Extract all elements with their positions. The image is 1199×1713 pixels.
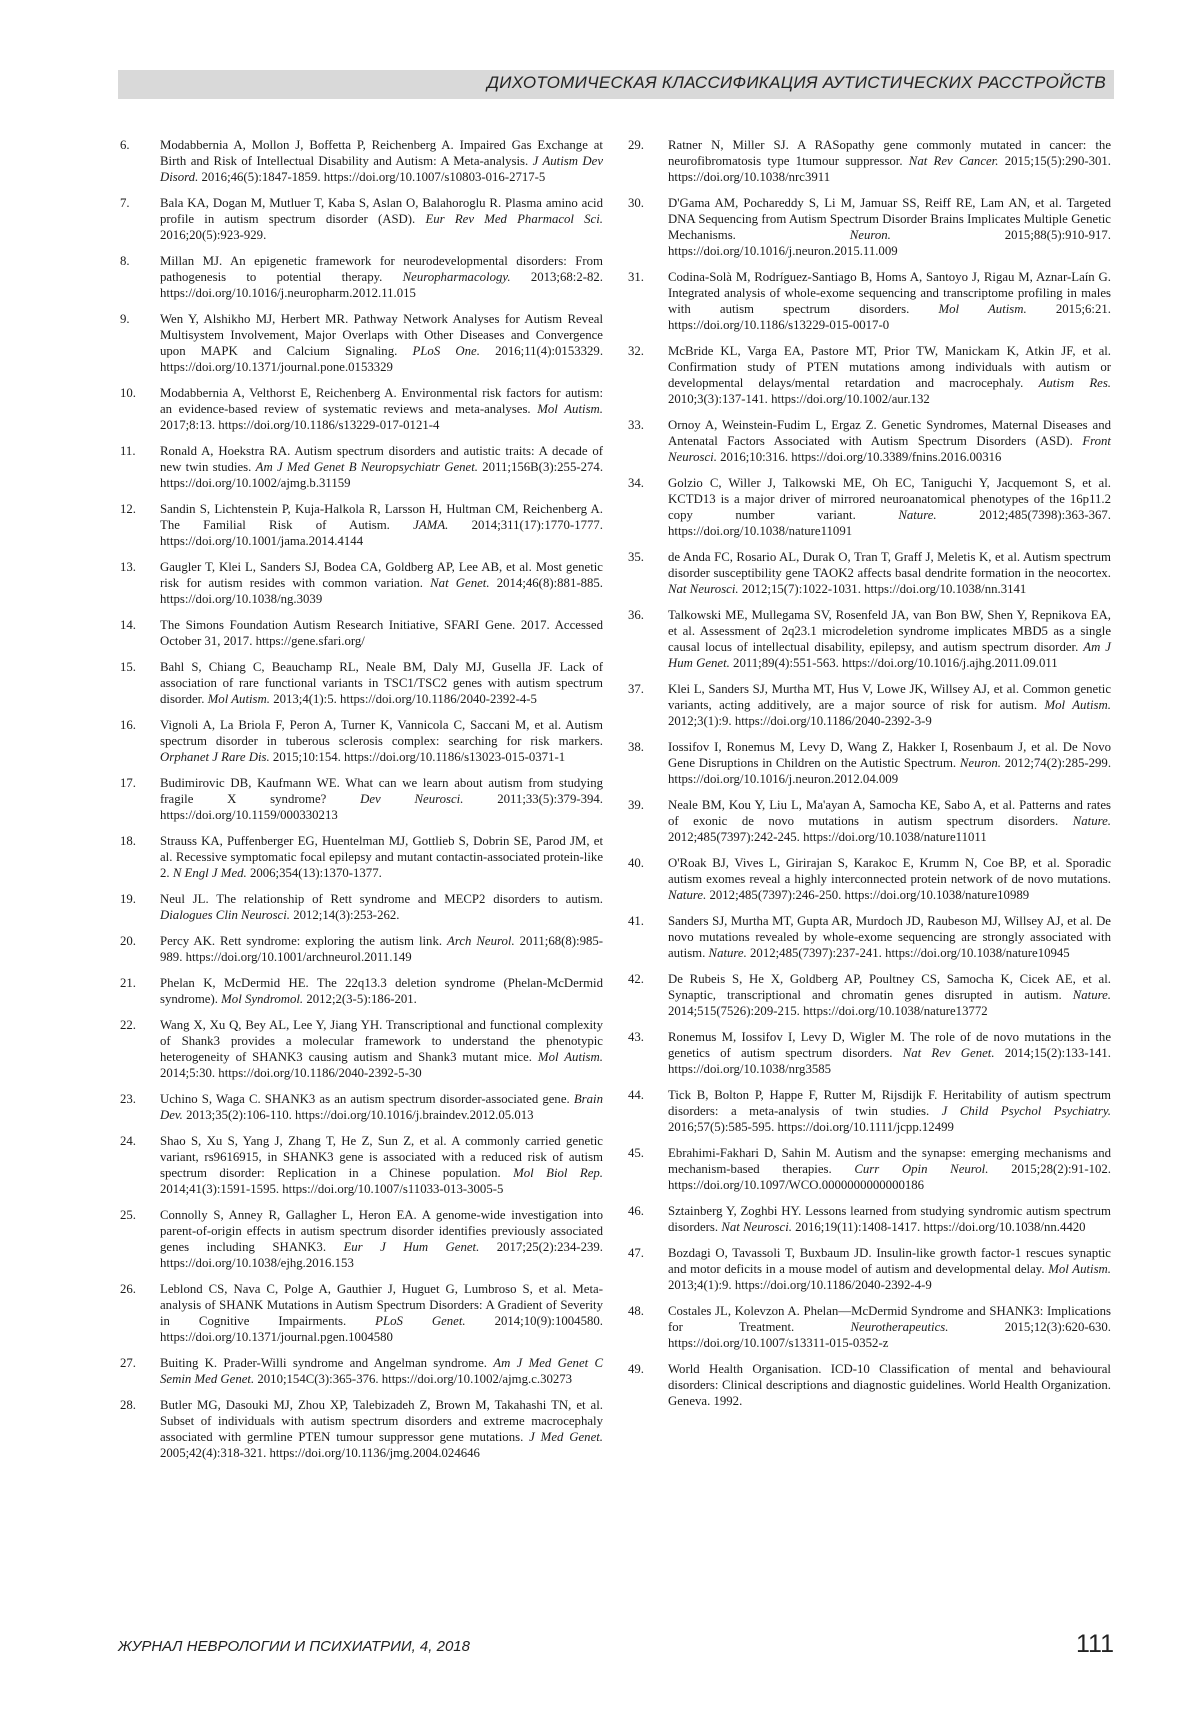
reference-item [120,385,603,433]
reference-item [628,1361,1111,1409]
reference-details: 2014;46(8):881-885. https://doi.org/10.1038/ng.3039 [160,576,604,606]
reference-text [668,475,1111,539]
reference-number: 34. [628,476,644,490]
reference-item [628,1245,1111,1293]
reference-item [120,559,603,607]
reference-item [628,549,1111,597]
reference-details: 2012;3(1):9. https://doi.org/10.1186/2040-2392-3-9 [668,714,932,728]
reference-journal: PLoS Genet. [375,1314,466,1328]
reference-number: 49. [628,1362,644,1376]
reference-text [668,971,1111,1019]
reference-citation: World Health Organisation. ICD-10 Classification of mental and behavioural disorders: Clinical descriptions and diagnostic guidelines. World Health Organization. Geneva. 1992. [668,1362,1111,1408]
reference-text [160,775,603,823]
reference-text [668,269,1111,333]
reference-item [120,833,603,881]
reference-citation: Tick B, Bolton P, Happe F, Rutter M, Rijsdijk F. Heritability of autism spectrum disorders: a meta-analysis of twin studies. [668,1088,1111,1118]
reference-details: 2016;11(4):0153329. https://doi.org/10.1371/journal.pone.0153329 [160,344,604,374]
reference-details: 2014;5:30. https://doi.org/10.1186/2040-2392-5-30 [160,1066,422,1080]
reference-journal: Mol Autism. [938,302,1027,316]
reference-item [628,1087,1111,1135]
reference-number: 18. [120,834,136,848]
reference-text [668,1145,1111,1193]
reference-text [160,617,603,649]
reference-journal: Neuron. [959,756,1001,770]
reference-citation: Sanders SJ, Murtha MT, Gupta AR, Murdoch JD, Raubeson MJ, Willsey AJ, et al. De novo mutations revealed by whole-exome sequencing are strongly associated with autism. [668,914,1111,960]
reference-journal: Brain Dev. [160,1092,603,1122]
reference-number: 30. [628,196,644,210]
reference-number: 48. [628,1304,644,1318]
reference-journal: Nature. [898,508,937,522]
reference-details: 2012;485(7398):363-367. https://doi.org/10.1038/nature11091 [668,508,1112,538]
reference-text [160,195,603,243]
reference-citation: Ratner N, Miller SJ. A RASopathy gene commonly mutated in cancer: the neurofibromatosis type 1tumour suppressor. [668,138,1111,168]
reference-journal: Dev Neurosci. [360,792,464,806]
reference-journal: Autism Res. [1038,376,1112,390]
reference-number: 27. [120,1356,136,1370]
reference-number: 46. [628,1204,644,1218]
reference-journal: Nature. [708,946,747,960]
reference-text [668,913,1111,961]
reference-citation: Neale BM, Kou Y, Liu L, Ma'ayan A, Samocha KE, Sabo A, et al. Patterns and rates of exonic de novo mutations in autism spectrum disorders. [668,798,1111,828]
reference-text [160,559,603,607]
reference-details: 2012;485(7397):237-241. https://doi.org/10.1038/nature10945 [750,946,1070,960]
reference-details: 2014;311(17):1770-1777. https://doi.org/10.1001/jama.2014.4144 [160,518,604,548]
reference-citation: O'Roak BJ, Vives L, Girirajan S, Karakoc E, Krumm N, Coe BP, et al. Sporadic autism exomes reveal a highly interconnected protein network of de novo mutations. [668,856,1111,886]
reference-item [628,1203,1111,1235]
reference-citation: Bala KA, Dogan M, Mutluer T, Kaba S, Aslan O, Balahoroglu R. Plasma amino acid profile in autism spectrum disorder (ASD). [160,196,603,226]
reference-item [628,855,1111,903]
reference-item [120,891,603,923]
reference-item [120,253,603,301]
reference-number: 7. [120,196,130,210]
reference-journal: Nature. [1072,814,1112,828]
reference-journal: Mol Autism. [537,402,603,416]
reference-details: 2012;74(2):285-299. https://doi.org/10.1016/j.neuron.2012.04.009 [668,756,1112,786]
reference-number: 9. [120,312,130,326]
reference-details: 2016;20(5):923-929. [160,228,267,242]
reference-item [120,195,603,243]
reference-details: 2012;15(7):1022-1031. https://doi.org/10.1038/nn.3141 [741,582,1027,596]
reference-text [160,1207,603,1271]
reference-journal: Am J Hum Genet. [668,640,1111,670]
reference-item [628,971,1111,1019]
reference-text [668,343,1111,407]
reference-journal: PLoS One. [412,344,480,358]
reference-journal: Mol Autism. [537,1050,603,1064]
reference-number: 33. [628,418,644,432]
reference-item [628,475,1111,539]
reference-details: 2017;25(2):234-239. https://doi.org/10.1038/ejhg.2016.153 [160,1240,603,1270]
reference-text [668,681,1111,729]
reference-number: 16. [120,718,136,732]
reference-number: 19. [120,892,136,906]
reference-citation: Modabbernia A, Mollon J, Boffetta P, Reichenberg A. Impaired Gas Exchange at Birth and Risk of Intellectual Disability and Autism: A Meta-analysis. [160,138,603,168]
reference-item [120,443,603,491]
reference-text [668,797,1111,845]
reference-number: 6. [120,138,130,152]
reference-citation: Bahl S, Chiang C, Beauchamp RL, Neale BM, Daly MJ, Gusella JF. Lack of association of rare functional variants in TSC1/TSC2 genes with autism spectrum disorder. [160,660,603,706]
reference-details: 2013;35(2):106-110. https://doi.org/10.1016/j.braindev.2012.05.013 [186,1108,534,1122]
reference-citation: Talkowski ME, Mullegama SV, Rosenfeld JA, van Bon BW, Shen Y, Repnikova EA, et al. Assessment of 2q23.1 microdeletion syndrome implicates MBD5 as a single causal locus of intellectual disability, epilepsy, and autism spectrum disorder. [668,608,1111,654]
reference-details: 2015;88(5):910-917. https://doi.org/10.1016/j.neuron.2015.11.009 [668,228,1112,258]
reference-citation: Ebrahimi-Fakhari D, Sahin M. Autism and the synapse: emerging mechanisms and mechanism-based therapies. [668,1146,1111,1176]
reference-item [628,195,1111,259]
reference-journal: Neuron. [849,228,891,242]
reference-details: 2014;15(2):133-141. https://doi.org/10.1038/nrg3585 [668,1046,1112,1076]
reference-number: 44. [628,1088,644,1102]
reference-journal: Dialogues Clin Neurosci. [160,908,290,922]
reference-text [160,933,603,965]
reference-number: 36. [628,608,644,622]
reference-journal: Orphanet J Rare Dis. [160,750,270,764]
reference-item [628,343,1111,407]
reference-number: 17. [120,776,136,790]
reference-details: 2015;15(5):290-301. https://doi.org/10.1038/nrc3911 [668,154,1111,184]
reference-citation: Neul JL. The relationship of Rett syndrome and MECP2 disorders to autism. [160,892,603,906]
reference-number: 10. [120,386,136,400]
reference-text [160,833,603,881]
reference-item [120,975,603,1007]
reference-journal: Nat Rev Cancer. [908,154,999,168]
reference-journal: J Med Genet. [529,1430,604,1444]
reference-citation: Leblond CS, Nava C, Polge A, Gauthier J, Huguet G, Lumbroso S, et al. Meta-analysis of SHANK Mutations in Autism Spectrum Disorders: A Gradient of Severity in Cognitive Impairments. [160,1282,603,1328]
reference-journal: Mol Autism. [207,692,270,706]
reference-citation: Klei L, Sanders SJ, Murtha MT, Hus V, Lowe JK, Willsey AJ, et al. Common genetic variants, acting additively, are a major source of risk for autism. [668,682,1111,712]
references-left-column [120,137,603,1471]
reference-citation: Bozdagi O, Tavassoli T, Buxbaum JD. Insulin-like growth factor-1 rescues synaptic and motor deficits in a mouse model of autism and developmental delay. [668,1246,1111,1276]
reference-number: 38. [628,740,644,754]
reference-number: 13. [120,560,136,574]
reference-details: 2016;19(11):1408-1417. https://doi.org/10.1038/nn.4420 [795,1220,1086,1234]
reference-details: 2016;46(5):1847-1859. https://doi.org/10.1007/s10803-016-2717-5 [201,170,546,184]
reference-journal: Neurotherapeutics. [850,1320,949,1334]
reference-number: 23. [120,1092,136,1106]
reference-number: 20. [120,934,136,948]
reference-item [628,797,1111,845]
reference-details: 2011;89(4):551-563. https://doi.org/10.1016/j.ajhg.2011.09.011 [733,656,1058,670]
reference-details: 2013;4(1):5. https://doi.org/10.1186/2040-2392-4-5 [273,692,537,706]
reference-journal: Am J Med Genet B Neuropsychiatr Genet. [255,460,478,474]
reference-text [668,1203,1111,1235]
reference-text [160,385,603,433]
reference-number: 45. [628,1146,644,1160]
running-header [118,70,1114,99]
reference-item [120,617,603,649]
page-number: 111 [1075,1630,1114,1658]
reference-item [120,933,603,965]
reference-number: 42. [628,972,644,986]
reference-item [628,739,1111,787]
reference-item [628,681,1111,729]
reference-details: 2015;10:154. https://doi.org/10.1186/s13023-015-0371-1 [272,750,566,764]
reference-details: 2015;12(3):620-630. https://doi.org/10.1007/s13311-015-0352-z [668,1320,1111,1350]
reference-citation: Golzio C, Willer J, Talkowski ME, Oh EC, Taniguchi Y, Jacquemont S, et al. KCTD13 is a major driver of mirrored neuroanatomical phenotypes of the 16p11.2 copy number variant. [668,476,1111,522]
reference-number: 11. [120,444,136,458]
reference-citation: Connolly S, Anney R, Gallagher L, Heron EA. A genome-wide investigation into parent-of-origin effects in autism spectrum disorder identifies previously associated genes including SHANK3. [160,1208,603,1254]
reference-text [160,659,603,707]
reference-journal: Nat Neurosci. [721,1220,792,1234]
reference-number: 25. [120,1208,136,1222]
reference-citation: Wen Y, Alshikho MJ, Herbert MR. Pathway Network Analyses for Autism Reveal Multisystem Involvement, Major Overlaps with Other Diseases and Convergence upon MAPK and Calcium Signaling. [160,312,603,358]
reference-details: 2010;154C(3):365-376. https://doi.org/10.1002/ajmg.c.30273 [257,1372,573,1386]
reference-text [160,975,603,1007]
reference-item [120,501,603,549]
reference-text [160,137,603,185]
reference-item [628,1145,1111,1193]
reference-details: 2016;57(5):585-595. https://doi.org/10.1111/jcpp.12499 [668,1120,954,1134]
reference-item [120,775,603,823]
reference-citation: Ronald A, Hoekstra RA. Autism spectrum disorders and autistic traits: A decade of new twin studies. [160,444,603,474]
reference-item [120,1017,603,1081]
reference-citation: Percy AK. Rett syndrome: exploring the autism link. [160,934,443,948]
running-header-title: ДИХОТОМИЧЕСКАЯ КЛАССИФИКАЦИЯ АУТИСТИЧЕСКИХ РАССТРОЙСТВ [487,73,1106,92]
reference-number: 26. [120,1282,136,1296]
reference-number: 14. [120,618,136,632]
reference-item [120,1091,603,1123]
reference-journal: Neuropharmacology. [402,270,511,284]
reference-text [668,417,1111,465]
reference-text [160,501,603,549]
reference-item [120,1397,603,1461]
reference-item [628,913,1111,961]
reference-text [160,1281,603,1345]
reference-citation: Sztainberg Y, Zoghbi HY. Lessons learned from studying syndromic autism spectrum disorders. [668,1204,1111,1234]
reference-text [668,1029,1111,1077]
reference-text [668,1245,1111,1293]
reference-text [668,855,1111,903]
reference-journal: Nat Rev Genet. [902,1046,995,1060]
reference-citation: Vignoli A, La Briola F, Peron A, Turner K, Vannicola C, Saccani M, et al. Autism spectrum disorder in tuberous sclerosis complex: searching for risk markers. [160,718,603,748]
reference-citation: De Rubeis S, He X, Goldberg AP, Poultney CS, Samocha K, Cicek AE, et al. Synaptic, transcriptional and chromatin genes disrupted in autism. [668,972,1111,1002]
reference-journal: Mol Syndromol. [221,992,304,1006]
reference-number: 39. [628,798,644,812]
reference-details: 2015;6:21. https://doi.org/10.1186/s13229-015-0017-0 [668,302,1111,332]
reference-citation: Gaugler T, Klei L, Sanders SJ, Bodea CA, Goldberg AP, Lee AB, et al. Most genetic risk for autism resides with common variation. [160,560,603,590]
reference-text [160,1017,603,1081]
reference-citation: Ornoy A, Weinstein-Fudim L, Ergaz Z. Genetic Syndromes, Maternal Diseases and Antenatal Factors Associated with Autism Spectrum Disorders (ASD). [668,418,1111,448]
reference-item [120,1207,603,1271]
reference-citation: Costales JL, Kolevzon A. Phelan—McDermid Syndrome and SHANK3: Implications for Treatment. [668,1304,1111,1334]
reference-citation: Strauss KA, Puffenberger EG, Huentelman MJ, Gottlieb S, Dobrin SE, Parod JM, et al. Recessive symptomatic focal epilepsy and mutant contactin-associated protein-like 2. [160,834,603,880]
reference-item [628,137,1111,185]
reference-journal: Nature. [668,888,707,902]
reference-item [120,1355,603,1387]
reference-citation: McBride KL, Varga EA, Pastore MT, Prior TW, Manickam K, Atkin JF, et al. Confirmation study of PTEN mutations among individuals with autism or developmental delays/mental retardation and macrocephaly. [668,344,1111,390]
reference-item [120,137,603,185]
reference-item [628,1029,1111,1077]
reference-details: 2012;2(3-5):186-201. [306,992,417,1006]
reference-details: 2012;485(7397):242-245. https://doi.org/10.1038/nature11011 [668,830,987,844]
reference-details: 2010;3(3):137-141. https://doi.org/10.1002/aur.132 [668,392,930,406]
reference-citation: Millan MJ. An epigenetic framework for neurodevelopmental disorders: From pathogenesis to potential therapy. [160,254,603,284]
reference-citation: Sandin S, Lichtenstein P, Kuja-Halkola R, Larsson H, Hultman CM, Reichenberg A. The Familial Risk of Autism. [160,502,603,532]
reference-details: 2012;14(3):253-262. [293,908,400,922]
reference-citation: Shao S, Xu S, Yang J, Zhang T, He Z, Sun Z, et al. A commonly carried genetic variant, rs9616915, in SHANK3 gene is associated with a reduced risk of autism spectrum disorder: Replication in a Chinese population. [160,1134,603,1180]
reference-journal: Eur Rev Med Pharmacol Sci. [425,212,603,226]
reference-journal: Nat Neurosci. [668,582,739,596]
reference-text [668,1087,1111,1135]
reference-number: 21. [120,976,136,990]
reference-citation: Uchino S, Waga C. SHANK3 as an autism spectrum disorder-associated gene. [160,1092,570,1106]
reference-details: 2005;42(4):318-321. https://doi.org/10.1136/jmg.2004.024646 [160,1446,480,1460]
reference-details: 2011;68(8):985-989. https://doi.org/10.1001/archneurol.2011.149 [160,934,604,964]
reference-citation: Iossifov I, Ronemus M, Levy D, Wang Z, Hakker I, Rosenbaum J, et al. De Novo Gene Disruptions in Children on the Autistic Spectrum. [668,740,1111,770]
reference-citation: Codina-Solà M, Rodríguez-Santiago B, Homs A, Santoyo J, Rigau M, Aznar-Laín G. Integrated analysis of whole-exome sequencing and transcriptome profiling in males with autism spectrum disorders. [668,270,1111,316]
reference-journal: Mol Autism. [1044,698,1111,712]
reference-text [668,739,1111,787]
reference-citation: D'Gama AM, Pochareddy S, Li M, Jamuar SS, Reiff RE, Lam AN, et al. Targeted DNA Sequencing from Autism Spectrum Disorder Brains Implicates Multiple Genetic Mechanisms. [668,196,1111,242]
references-right-column [628,137,1111,1419]
footer-journal-name: ЖУРНАЛ НЕВРОЛОГИИ И ПСИХИАТРИИ, 4, 2018 [118,1638,470,1655]
reference-item [628,269,1111,333]
reference-journal: Am J Med Genet C Semin Med Genet. [160,1356,604,1386]
reference-text [160,1397,603,1461]
reference-journal: J Autism Dev Disord. [160,154,603,184]
reference-details: 2016;10:316. https://doi.org/10.3389/fnins.2016.00316 [720,450,1002,464]
reference-journal: Mol Autism. [1048,1262,1111,1276]
reference-details: 2011;33(5):379-394. https://doi.org/10.1159/000330213 [160,792,604,822]
reference-details: 2014;41(3):1591-1595. https://doi.org/10.1007/s11033-013-3005-5 [160,1182,504,1196]
reference-details: 2006;354(13):1370-1377. [249,866,382,880]
reference-item [120,311,603,375]
reference-citation: Ronemus M, Iossifov I, Levy D, Wigler M. The role of de novo mutations in the genetics of autism spectrum disorders. [668,1030,1111,1060]
reference-number: 37. [628,682,644,696]
reference-number: 24. [120,1134,136,1148]
reference-text [160,253,603,301]
reference-details: 2013;4(1):9. https://doi.org/10.1186/2040-2392-4-9 [668,1278,932,1292]
reference-number: 31. [628,270,644,284]
reference-text [668,549,1111,597]
reference-journal: Nat Genet. [430,576,490,590]
reference-journal: Front Neurosci. [668,434,1111,464]
reference-item [628,417,1111,465]
reference-details: 2014;10(9):1004580. https://doi.org/10.1371/journal.pgen.1004580 [160,1314,603,1344]
reference-text [160,891,603,923]
reference-text [668,607,1111,671]
reference-text [668,195,1111,259]
reference-journal: N Engl J Med. [172,866,247,880]
reference-citation: Modabbernia A, Velthorst E, Reichenberg A. Environmental risk factors for autism: an evidence-based review of systematic reviews and meta-analyses. [160,386,603,416]
reference-details: 2012;485(7397):246-250. https://doi.org/10.1038/nature10989 [709,888,1030,902]
reference-details: 2017;8:13. https://doi.org/10.1186/s13229-017-0121-4 [160,418,440,432]
reference-item [120,1281,603,1345]
reference-number: 29. [628,138,644,152]
reference-journal: Arch Neurol. [447,934,515,948]
reference-item [120,659,603,707]
reference-number: 47. [628,1246,644,1260]
reference-details: 2013;68:2-82. https://doi.org/10.1016/j.neuropharm.2012.11.015 [160,270,603,300]
reference-text [160,443,603,491]
reference-journal: JAMA. [413,518,449,532]
reference-number: 28. [120,1398,136,1412]
reference-details: 2015;28(2):91-102. https://doi.org/10.1097/WCO.0000000000000186 [668,1162,1111,1192]
reference-text [668,1361,1111,1409]
reference-number: 15. [120,660,136,674]
reference-journal: Nature. [1072,988,1112,1002]
reference-citation: Phelan K, McDermid HE. The 22q13.3 deletion syndrome (Phelan-McDermid syndrome). [160,976,603,1006]
reference-details: 2011;156B(3):255-274. https://doi.org/10.1002/ajmg.b.31159 [160,460,604,490]
reference-number: 41. [628,914,644,928]
reference-journal: Eur J Hum Genet. [343,1240,480,1254]
reference-journal: J Child Psychol Psychiatry. [941,1104,1111,1118]
reference-citation: Buiting K. Prader-Willi syndrome and Angelman syndrome. [160,1356,487,1370]
reference-text [160,311,603,375]
reference-journal: Mol Biol Rep. [513,1166,603,1180]
reference-text [668,137,1111,185]
reference-text [160,1133,603,1197]
reference-citation: The Simons Foundation Autism Research Initiative, SFARI Gene. 2017. Accessed October 31, 2017. https://gene.sfari.org/ [160,618,603,648]
reference-number: 35. [628,550,644,564]
reference-citation: Butler MG, Dasouki MJ, Zhou XP, Talebizadeh Z, Brown M, Takahashi TN, et al. Subset of individuals with autism spectrum disorders and extreme macrocephaly associated with germline PTEN tumour suppressor gene mutations. [160,1398,603,1444]
reference-number: 12. [120,502,136,516]
reference-citation: Budimirovic DB, Kaufmann WE. What can we learn about autism from studying fragile X syndrome? [160,776,603,806]
reference-item [120,1133,603,1197]
reference-number: 43. [628,1030,644,1044]
reference-number: 22. [120,1018,136,1032]
reference-number: 40. [628,856,644,870]
reference-number: 32. [628,344,644,358]
reference-journal: Curr Opin Neurol. [854,1162,989,1176]
reference-item [120,717,603,765]
reference-item [628,1303,1111,1351]
reference-citation: Wang X, Xu Q, Bey AL, Lee Y, Jiang YH. Transcriptional and functional complexity of Shank3 provides a molecular framework to understand the phenotypic heterogeneity of SHANK3 causing autism and Shank3 mutant mice. [160,1018,603,1064]
reference-citation: de Anda FC, Rosario AL, Durak O, Tran T, Graff J, Meletis K, et al. Autism spectrum disorder susceptibility gene TAOK2 affects basal dendrite formation in the neocortex. [668,550,1111,580]
reference-details: 2014;515(7526):209-215. https://doi.org/10.1038/nature13772 [668,1004,988,1018]
reference-item [628,607,1111,671]
reference-text [160,717,603,765]
reference-number: 8. [120,254,130,268]
reference-text [160,1355,603,1387]
reference-text [668,1303,1111,1351]
reference-text [160,1091,603,1123]
